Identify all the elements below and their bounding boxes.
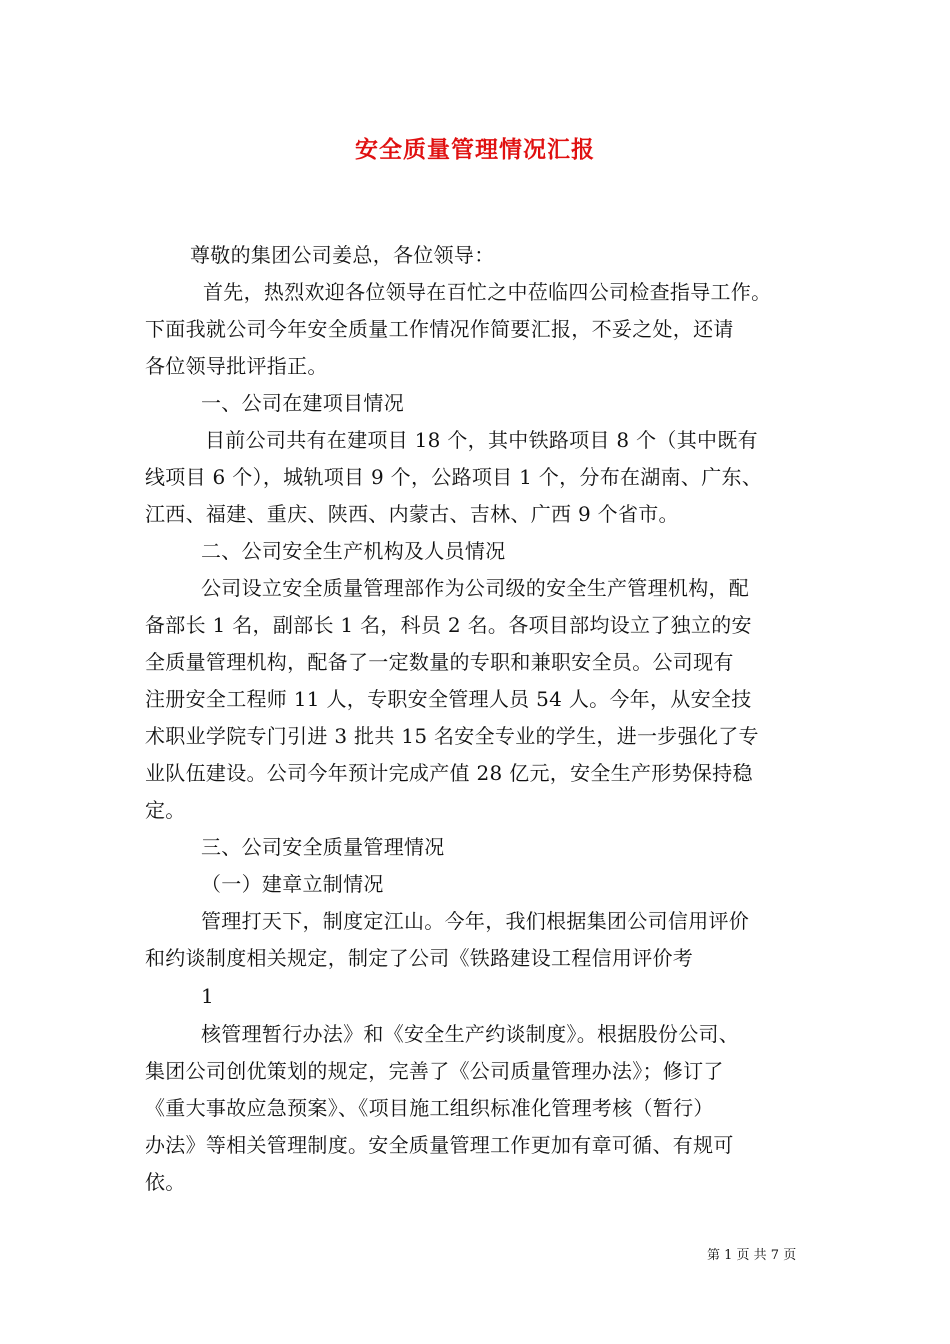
section-heading: 二、公司安全生产机构及人员情况 [201,539,506,563]
paragraph-line: 下面我就公司今年安全质量工作情况作简要汇报，不妥之处，还请 [145,317,734,341]
paragraph-line: 集团公司创优策划的规定，完善了《公司质量管理办法》；修订了 [145,1059,724,1083]
paragraph-line: 依。 [145,1170,186,1194]
paragraph-line: 术职业学院专门引进 3 批共 15 名安全专业的学生，进一步强化了专 [145,724,759,748]
page-footer: 第 1 页 共 7 页 [707,1248,797,1263]
salutation-line: 尊敬的集团公司姜总，各位领导： [190,243,495,267]
paragraph-line: 首先，热烈欢迎各位领导在百忙之中莅临四公司检查指导工作。 [203,280,772,304]
paragraph-line: 备部长 1 名，副部长 1 名，科员 2 名。各项目部均设立了独立的安 [145,613,752,637]
subsection-heading: （一）建章立制情况 [201,872,384,896]
paragraph-line: 和约谈制度相关规定，制定了公司《铁路建设工程信用评价考 [145,946,694,970]
paragraph-line: 各位领导批评指正。 [145,354,328,378]
paragraph-line: 《重大事故应急预案》、《项目施工组织标准化管理考核（暂行） [145,1096,714,1120]
paragraph-line: 注册安全工程师 11 人，专职安全管理人员 54 人。今年，从安全技 [145,687,752,711]
section-heading: 一、公司在建项目情况 [201,391,404,415]
paragraph-line: 管理打天下，制度定江山。今年，我们根据集团公司信用评价 [201,909,750,933]
page-break-number: 1 [201,984,215,1008]
paragraph-line: 线项目 6 个），城轨项目 9 个，公路项目 1 个，分布在湖南、广东、 [145,465,763,489]
paragraph-line: 办法》等相关管理制度。安全质量管理工作更加有章可循、有规可 [145,1133,734,1157]
paragraph-line: 公司设立安全质量管理部作为公司级的安全生产管理机构，配 [201,576,750,600]
paragraph-line: 全质量管理机构，配备了一定数量的专职和兼职安全员。公司现有 [145,650,734,674]
section-heading: 三、公司安全质量管理情况 [201,835,445,859]
paragraph-line: 核管理暂行办法》和《安全生产约谈制度》。根据股份公司、 [201,1022,740,1046]
paragraph-line: 江西、福建、重庆、陕西、内蒙古、吉林、广西 9 个省市。 [145,502,679,526]
paragraph-line: 业队伍建设。公司今年预计完成产值 28 亿元，安全生产形势保持稳 [145,761,753,785]
document-title: 安全质量管理情况汇报 [355,136,595,163]
paragraph-line: 目前公司共有在建项目 18 个，其中铁路项目 8 个（其中既有 [205,428,758,452]
paragraph-line: 定。 [145,798,186,822]
